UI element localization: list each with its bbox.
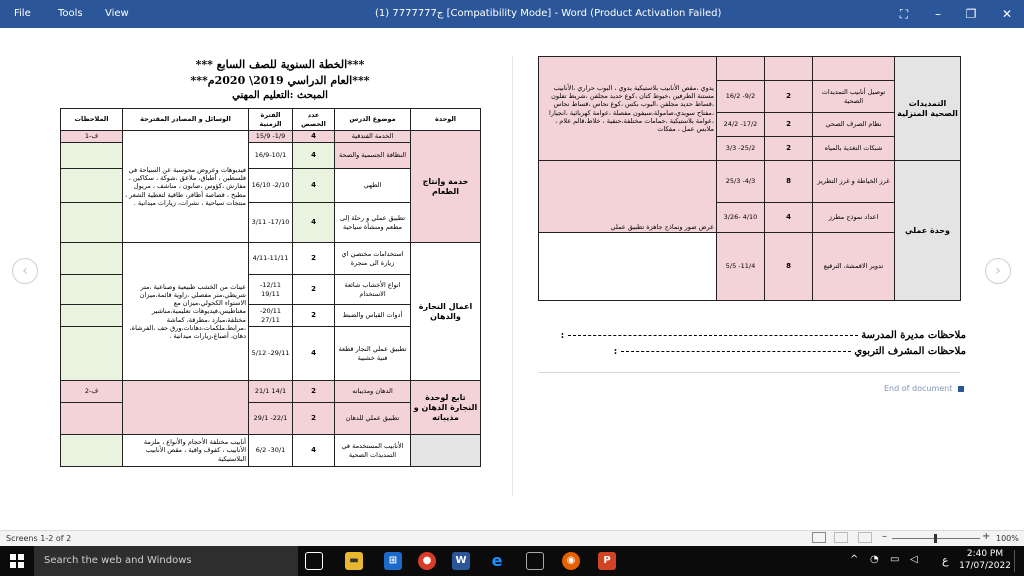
lesson-period: 17/2- 24/2 [717,113,765,137]
document-end-line [538,372,960,373]
col-unit: الوحدة [411,109,481,131]
clock-date[interactable]: 17/07/2022 [959,561,1011,571]
lesson-count: 2 [293,381,335,403]
lesson-count: 2 [293,275,335,305]
search-box[interactable] [34,546,298,576]
resource-text: بلاستيكية ،حمامات مختلفة،حنفية ، خلاط،قالم علام ، ملابس عمل ، مفكات [555,116,714,133]
search-placeholder: Search the web and Windows [44,555,192,566]
lesson-topic: استخدامات مختصي اي زيارة الى منجرة [335,243,411,275]
lesson-topic: تطبيق عملي للدهان [335,403,411,435]
word-icon[interactable]: W [452,552,470,570]
lesson-topic: تدوير الاقمشة، الترقيع [813,233,895,301]
chevron-up-icon[interactable]: ^ [850,554,859,565]
lesson-period: 2/10- 16/10 [249,169,293,203]
lesson-period: 11/4- 5/5 [717,233,765,301]
lesson-count: 4 [293,203,335,243]
resources-plumbing [539,57,717,161]
clock-time[interactable]: 2:40 PM [966,549,1004,559]
lesson-period: 25/2- 3/3 [717,137,765,161]
col-notes: الملاحظات [61,109,123,131]
col-count: عدد الحصص [293,109,335,131]
network-icon[interactable]: ◔ [870,554,879,565]
minimize-icon[interactable]: – [935,7,941,21]
blank-cell [813,57,895,81]
menu-tools[interactable]: Tools [58,8,83,19]
lesson-note: ف-1 [61,131,123,143]
lesson-topic: غرز الخياطة و غرز التطريز [813,161,895,203]
fit-icon[interactable]: ⛶ [899,7,909,21]
lesson-topic: شبكات التغذية بالمياه [813,137,895,161]
lesson-count: 2 [765,137,813,161]
lesson-count: 2 [293,243,335,275]
lesson-period: 16/9-10/1 [249,143,293,169]
resources-practical: عرض صور ونماذج جاهزة تطبيق عملي [539,161,717,233]
lesson-topic: الدهان ومذيباته [335,381,411,403]
lesson-note [61,275,123,305]
volume-icon[interactable]: ◁ [910,554,918,565]
page-separator [512,56,513,496]
lesson-topic: أدوات القياس والضبط [335,305,411,327]
lesson-topic: اعداد نموذج مطرز [813,203,895,233]
lesson-note [61,403,123,435]
task-view-icon[interactable] [305,552,323,570]
zoom-out-icon[interactable]: – [882,531,887,542]
lesson-note [61,243,123,275]
windows-start-icon[interactable] [10,554,24,568]
lesson-count: 4 [293,435,335,467]
lesson-topic: النظافة الجسمية والصحة [335,143,411,169]
lesson-period: 12/11- 19/11 [249,275,293,305]
supervisor-notes-line [621,351,851,352]
lesson-topic: نظام الصرف الصحي [813,113,895,137]
lesson-period: 30/1- 6/2 [249,435,293,467]
lesson-count: 4 [293,327,335,381]
menu-view[interactable]: View [105,8,129,19]
lesson-note [61,305,123,327]
lesson-period: 20/11- 27/11 [249,305,293,327]
resources-paint [123,381,249,435]
lesson-period: 29/11- 5/12 [249,327,293,381]
lesson-count: 2 [765,113,813,137]
supervisor-notes-label: ملاحظات المشرف التربوي [854,346,966,357]
store-icon[interactable]: ⊞ [384,552,402,570]
unit-empty [411,435,481,467]
powerpoint-icon[interactable]: P [598,552,616,570]
lesson-count: 4 [293,143,335,169]
blank-cell [765,57,813,81]
lesson-topic: الأنابيب المستخدمة في التمديدات الصحية [335,435,411,467]
unit-paint: تابع لوحدة النجارة الدهان و مذيباته [411,381,481,435]
zoom-slider-thumb[interactable] [934,534,937,543]
lesson-count: 8 [765,233,813,301]
app-icon[interactable] [526,552,544,570]
previous-screen-icon[interactable]: ‹ [12,258,38,284]
lesson-count: 4 [293,169,335,203]
lesson-note [61,143,123,169]
lesson-topic: تطبيق عملي و رحلة إلى مطعم ومنشأة سياحية [335,203,411,243]
lesson-period: 4/3- 25/3 [717,161,765,203]
lesson-period: 4/11-11/11 [249,243,293,275]
next-screen-icon[interactable]: › [985,258,1011,284]
title-bar [0,0,1024,28]
zoom-in-icon[interactable]: + [982,531,991,542]
plan-subject: المبحث :التعليم المهني [232,90,328,101]
lesson-topic: الخدمة الفندقية [335,131,411,143]
show-desktop-button[interactable] [1014,550,1015,572]
print-layout-icon[interactable] [834,532,848,543]
plan-title: ***الخطة السنوية للصف السابع *** [195,58,365,71]
lesson-topic: الطهي [335,169,411,203]
annual-plan-table [60,108,481,467]
resource-text: يدوي ،مقص الأنابيب بلاستيكية يدوي ، البوب حراري ،الأنابيب مستنة الطرفين ،خيوط كتان ،كوع حديد مجلفن ،شريط تفلون ،قساط حديد مجلفن ،البوب بكس ،كوع نحاس ،قساط [551,84,714,109]
screens-indicator: Screens 1-2 of 2 [6,534,72,543]
firefox-icon[interactable]: ◉ [562,552,580,570]
unit-food-service: خدمة وإنتاج الطعام [411,131,481,243]
resources-food: فيديوهات وعروض محوسبة عن السياحة في فلسطين ، أطباق، ملاعق ،شوكة ، سكاكين ، مفارش ،كؤوس ،صابون ، مناشف ، مريول مطبخ ، قصاصة أظافر، طاقية لتغطية الشعر ، منتجات سياحية ، نشرات، زيارات ميدانية . [123,131,249,243]
lesson-count: 2 [293,305,335,327]
taskbar [0,546,1024,576]
lesson-period: 17/10- 3/11 [249,203,293,243]
unit-plumbing: التمديدات الصحية المنزلية [895,57,961,161]
lesson-period: 1/9- 15/9 [249,131,293,143]
restore-icon[interactable]: ❐ [965,7,977,21]
edge-icon[interactable]: e [491,551,503,570]
principal-notes: ملاحظات مديرة المدرسة : [560,330,966,341]
end-of-document-label: End of document [884,384,953,393]
col-resources: الوسائل و المصادر المقترحة [123,109,249,131]
lesson-period: 4/10 -3/26 [717,203,765,233]
language-indicator[interactable]: ع [942,554,949,567]
file-explorer-icon[interactable]: ▬ [345,552,363,570]
chrome-icon[interactable]: ● [418,552,436,570]
lesson-note [61,327,123,381]
col-topic: موضوع الدرس [335,109,411,131]
lesson-count: 2 [293,403,335,435]
resources-carpentry: عينات من الخشب طبيعية وصناعية ،متر شريطي،متر مفصلي ،زاوية قائمة،ميزان الاستواء الكحولي،ميزان مع مغناطيس،فيديوهات تعليمية،مناشير مختلفة،مبارد ،مطرقة، كماشة ،مرابط،ملكمات،دهانات،ورق حف ،الفرشاة، دهان، أصباغ،زيارات ميدانية . [123,243,249,381]
lesson-topic: انواع الأخشاب شائعة الاستخدام [335,275,411,305]
read-mode-icon[interactable] [812,532,826,543]
status-bar [0,530,1024,546]
lesson-count: 2 [765,81,813,113]
lesson-period: 14/1 21/1 [249,381,293,403]
zoom-level[interactable]: 100% [996,534,1019,543]
annual-plan-table-continued [538,56,961,301]
resource-text: نحاس ،مفتاح سويدي،صامولة،سيفون مفصلة ،عوامة كهربائية ،انجيارا ،عوامة [549,100,714,125]
lesson-period: 22/1- 29/1 [249,403,293,435]
window-title: ج7777777 (1) [Compatibility Mode] - Word (Product Activation Failed) [375,8,722,19]
resources-pipes: أنابيب مختلفة الأحجام والأنواع ، ملزمة الأنابيب ، كفوف واقية ، مقص الأنابيب البلاستيكية [123,435,249,467]
lesson-count: 8 [765,161,813,203]
end-of-document-icon [958,386,964,392]
lesson-note [61,203,123,243]
lesson-topic: تطبيق عملي النجار قطعة فنية خشبية [335,327,411,381]
lesson-period: 9/2- 16/2 [717,81,765,113]
supervisor-notes: ملاحظات المشرف التربوي : [613,346,966,357]
lesson-note [61,169,123,203]
lesson-note: ف-2 [61,381,123,403]
unit-carpentry: اعمال النجارة والدهان [411,243,481,381]
web-layout-icon[interactable] [858,532,872,543]
plan-year: ***العام الدراسي 2019\ 2020م*** [190,74,370,87]
unit-practical: وحدة عملي [895,161,961,301]
blank-cell [717,57,765,81]
col-period: الفترة الزمنية [249,109,293,131]
lesson-count: 4 [765,203,813,233]
principal-notes-label: ملاحظات مديرة المدرسة [861,330,966,341]
battery-icon[interactable]: ▭ [890,554,900,565]
lesson-topic: توصيل أنابيب التمديدات الصحية [813,81,895,113]
lesson-note [61,435,123,467]
principal-notes-line [568,335,858,336]
lesson-count: 4 [293,131,335,143]
menu-file[interactable]: File [14,8,31,19]
resources-empty [539,233,717,301]
close-icon[interactable]: ✕ [1001,7,1013,21]
